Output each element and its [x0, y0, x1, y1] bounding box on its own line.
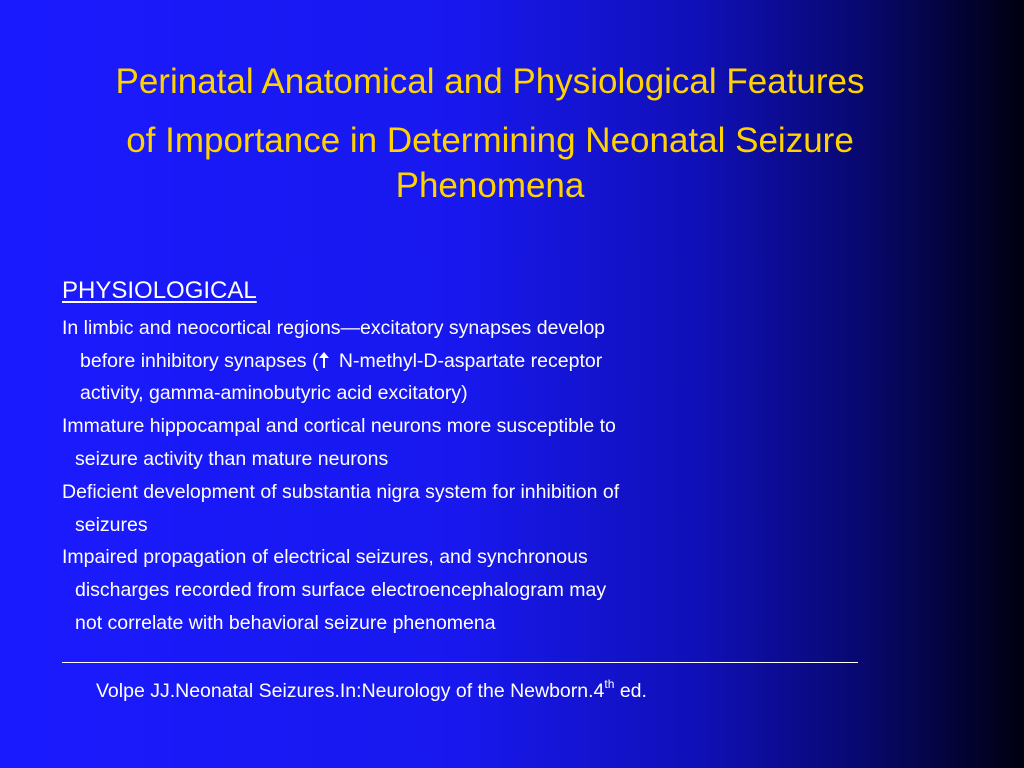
section-heading: PHYSIOLOGICAL	[62, 277, 257, 304]
slide-title-line-3: Phenomena	[395, 166, 585, 205]
citation	[96, 676, 647, 703]
body-text: N-methyl-D-aspartate receptor	[333, 350, 603, 372]
body-line: not correlate with behavioral seizure phenomena	[75, 612, 496, 634]
body-line: activity, gamma-aminobutyric acid excitatory)	[80, 382, 468, 404]
slide-title-line-2: of Importance in Determining Neonatal Seizure	[126, 121, 854, 160]
citation-text: Volpe JJ.Neonatal Seizures.In:Neurology of the Newborn.4	[96, 680, 605, 702]
body-line: Impaired propagation of electrical seizures, and synchronous	[62, 546, 588, 568]
body-line: discharges recorded from surface electroencephalogram may	[75, 579, 607, 601]
body-line: Deficient development of substantia nigra system for inhibition of	[62, 481, 620, 503]
slide-title-line-1: Perinatal Anatomical and Physiological Features	[115, 62, 865, 101]
body-line: seizure activity than mature neurons	[75, 448, 389, 470]
body-line: Immature hippocampal and cortical neurons more susceptible to	[62, 415, 616, 437]
citation-suffix: ed.	[614, 680, 647, 702]
body-line-with-arrow	[80, 349, 602, 373]
arrow-up-icon	[319, 352, 329, 368]
body-text: before inhibitory synapses (	[80, 350, 319, 372]
divider-rule	[62, 662, 858, 663]
body-line: In limbic and neocortical regions—excitatory synapses develop	[62, 317, 606, 339]
body-line: seizures	[75, 514, 148, 536]
citation-superscript: th	[604, 676, 615, 691]
